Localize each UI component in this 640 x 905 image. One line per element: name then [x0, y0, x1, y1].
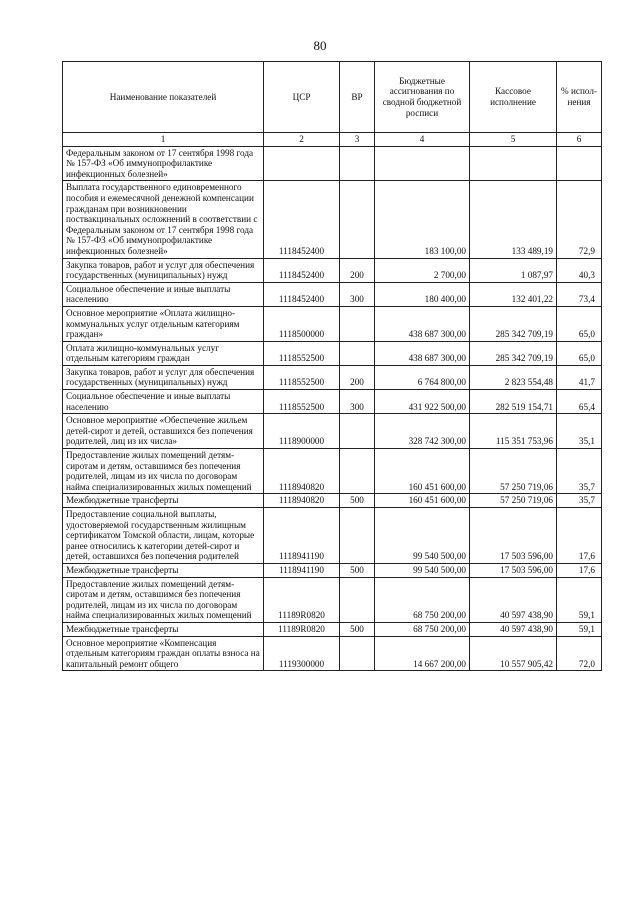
row-vr-cell [340, 306, 375, 341]
row-csr-cell: 1118452400 [264, 258, 340, 282]
row-name-cell: Основное мероприятие «Компенсация отдельным категориям граждан оплаты взноса на капитальный ремонт общего [63, 636, 264, 671]
row-pct-cell [557, 146, 602, 181]
table-row [63, 494, 602, 508]
row-budget-cell: 68 750 200,00 [375, 577, 470, 622]
table-body [63, 146, 602, 671]
row-csr-cell: 1118941190 [264, 508, 340, 564]
row-vr-cell: 200 [340, 258, 375, 282]
row-budget-cell: 99 540 500,00 [375, 563, 470, 577]
header-pct: % испол-нения [557, 62, 602, 133]
row-vr-cell [340, 146, 375, 181]
row-vr-cell: 500 [340, 622, 375, 636]
header-name: Наименование показателей [63, 62, 264, 133]
table-row [63, 146, 602, 181]
row-csr-cell: 1118552500 [264, 365, 340, 389]
column-number: 1 [63, 133, 264, 147]
row-name-cell: Межбюджетные трансферты [63, 563, 264, 577]
row-pct-cell: 17,6 [557, 563, 602, 577]
table-row [63, 636, 602, 671]
row-budget-cell [375, 146, 470, 181]
row-vr-cell [340, 508, 375, 564]
row-cash-cell: 282 519 154,71 [470, 390, 557, 414]
row-vr-cell [340, 341, 375, 365]
row-cash-cell: 132 401,22 [470, 282, 557, 306]
row-budget-cell: 160 451 600,00 [375, 449, 470, 494]
row-name-cell: Основное мероприятие «Обеспечение жильем детей-сирот и детей, оставшихся без попечения родителей, лиц из их числа» [63, 414, 264, 449]
row-name-cell: Межбюджетные трансферты [63, 494, 264, 508]
row-pct-cell: 17,6 [557, 508, 602, 564]
row-csr-cell: 1118552500 [264, 390, 340, 414]
row-name-cell: Выплата государственного единовременного пособия и ежемесячной денежной компенсации гражданам при возникновении поствакцинальных осложнений в соответствии с Федеральным законом от 17 сентября 1998 года № 157-ФЗ «Об иммунопрофилактике инфекционных болезней» [63, 181, 264, 258]
column-number: 3 [340, 133, 375, 147]
row-pct-cell: 65,0 [557, 341, 602, 365]
row-pct-cell: 65,4 [557, 390, 602, 414]
table-row [63, 341, 602, 365]
row-budget-cell: 160 451 600,00 [375, 494, 470, 508]
row-cash-cell: 40 597 438,90 [470, 622, 557, 636]
row-budget-cell: 6 764 800,00 [375, 365, 470, 389]
row-vr-cell: 500 [340, 563, 375, 577]
row-vr-cell: 200 [340, 365, 375, 389]
row-vr-cell: 300 [340, 282, 375, 306]
row-budget-cell: 14 667 200,00 [375, 636, 470, 671]
budget-execution-table [62, 61, 602, 671]
row-name-cell: Закупка товаров, работ и услуг для обеспечения государственных (муниципальных) нужд [63, 365, 264, 389]
column-number: 5 [470, 133, 557, 147]
row-budget-cell: 180 400,00 [375, 282, 470, 306]
row-name-cell: Социальное обеспечение и иные выплаты населению [63, 390, 264, 414]
row-csr-cell: 11189R0820 [264, 577, 340, 622]
row-pct-cell: 59,1 [557, 577, 602, 622]
row-csr-cell: 1118940820 [264, 494, 340, 508]
row-name-cell: Предоставление жилых помещений детям-сиротам и детям, оставшимся без попечения родителей, лицам из их числа по договорам найма специализированных жилых помещений [63, 577, 264, 622]
header-cash: Кассовое исполнение [470, 62, 557, 133]
row-pct-cell: 72,0 [557, 636, 602, 671]
table-row [63, 306, 602, 341]
row-pct-cell: 41,7 [557, 365, 602, 389]
row-budget-cell: 68 750 200,00 [375, 622, 470, 636]
row-csr-cell: 1118941190 [264, 563, 340, 577]
row-cash-cell: 17 503 596,00 [470, 508, 557, 564]
row-name-cell: Предоставление социальной выплаты, удостоверяемой государственным жилищным сертификатом Томской области, лицам, которые ранее относились к категории детей-сирот и детей, оставшихся без попечения родителей [63, 508, 264, 564]
row-name-cell: Предоставление жилых помещений детям-сиротам и детям, оставшимся без попечения родителей, лицам из их числа по договорам найма специализированных жилых помещений [63, 449, 264, 494]
row-vr-cell [340, 414, 375, 449]
row-cash-cell: 17 503 596,00 [470, 563, 557, 577]
row-csr-cell: 1118452400 [264, 181, 340, 258]
row-name-cell: Федеральным законом от 17 сентября 1998 года № 157-ФЗ «Об иммунопрофилактике инфекционных болезней» [63, 146, 264, 181]
header-budget: Бюджетные ассигнования по сводной бюджетной росписи [375, 62, 470, 133]
table-row [63, 181, 602, 258]
row-budget-cell: 328 742 300,00 [375, 414, 470, 449]
row-csr-cell: 1118500000 [264, 306, 340, 341]
row-budget-cell: 2 700,00 [375, 258, 470, 282]
row-budget-cell: 431 922 500,00 [375, 390, 470, 414]
row-budget-cell: 183 100,00 [375, 181, 470, 258]
row-cash-cell: 57 250 719,06 [470, 449, 557, 494]
table-row [63, 414, 602, 449]
table-row [63, 622, 602, 636]
row-pct-cell: 40,3 [557, 258, 602, 282]
page-number: 80 [313, 38, 327, 53]
row-budget-cell: 99 540 500,00 [375, 508, 470, 564]
row-cash-cell: 40 597 438,90 [470, 577, 557, 622]
row-name-cell: Закупка товаров, работ и услуг для обеспечения государственных (муниципальных) нужд [63, 258, 264, 282]
row-vr-cell [340, 181, 375, 258]
row-vr-cell [340, 577, 375, 622]
row-csr-cell: 1118900000 [264, 414, 340, 449]
row-name-cell: Основное мероприятие «Оплата жилищно-коммунальных услуг отдельным категориям граждан» [63, 306, 264, 341]
row-pct-cell: 73,4 [557, 282, 602, 306]
row-name-cell: Социальное обеспечение и иные выплаты населению [63, 282, 264, 306]
row-pct-cell: 35,7 [557, 494, 602, 508]
row-vr-cell: 300 [340, 390, 375, 414]
row-csr-cell: 11189R0820 [264, 622, 340, 636]
column-number: 4 [375, 133, 470, 147]
header-csr: ЦСР [264, 62, 340, 133]
row-csr-cell: 1118452400 [264, 282, 340, 306]
table-row [63, 449, 602, 494]
table-row [63, 508, 602, 564]
table-row [63, 258, 602, 282]
row-cash-cell: 10 557 905,42 [470, 636, 557, 671]
table-row [63, 390, 602, 414]
row-pct-cell: 59,1 [557, 622, 602, 636]
row-name-cell: Оплата жилищно-коммунальных услуг отдельным категориям граждан [63, 341, 264, 365]
row-csr-cell: 1118940820 [264, 449, 340, 494]
row-cash-cell: 285 342 709,19 [470, 341, 557, 365]
row-pct-cell: 72,9 [557, 181, 602, 258]
table-row [63, 365, 602, 389]
table-row [63, 563, 602, 577]
column-number: 6 [557, 133, 602, 147]
row-cash-cell: 57 250 719,06 [470, 494, 557, 508]
column-number: 2 [264, 133, 340, 147]
table-row [63, 577, 602, 622]
row-vr-cell: 500 [340, 494, 375, 508]
row-cash-cell: 115 351 753,96 [470, 414, 557, 449]
row-cash-cell [470, 146, 557, 181]
row-csr-cell: 1119300000 [264, 636, 340, 671]
row-name-cell: Межбюджетные трансферты [63, 622, 264, 636]
row-cash-cell: 1 087,97 [470, 258, 557, 282]
row-csr-cell: 1118552500 [264, 341, 340, 365]
row-vr-cell [340, 449, 375, 494]
table-row [63, 282, 602, 306]
row-cash-cell: 285 342 709,19 [470, 306, 557, 341]
row-pct-cell: 65,0 [557, 306, 602, 341]
row-pct-cell: 35,1 [557, 414, 602, 449]
row-pct-cell: 35,7 [557, 449, 602, 494]
row-vr-cell [340, 636, 375, 671]
header-vr: ВР [340, 62, 375, 133]
row-budget-cell: 438 687 300,00 [375, 306, 470, 341]
row-cash-cell: 2 823 554,48 [470, 365, 557, 389]
row-csr-cell [264, 146, 340, 181]
row-cash-cell: 133 489,19 [470, 181, 557, 258]
row-budget-cell: 438 687 300,00 [375, 341, 470, 365]
